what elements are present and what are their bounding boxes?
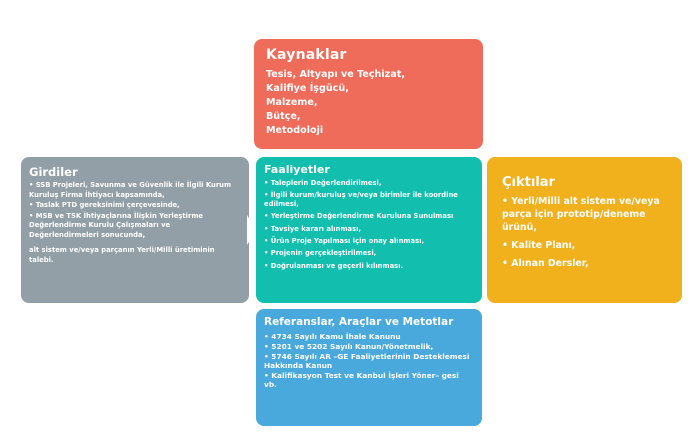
outputs-box xyxy=(487,157,682,303)
references-box xyxy=(256,309,482,426)
activities-item: • Doğrulanması ve geçerli kılınması. xyxy=(264,261,404,270)
activities-title: Faaliyetler xyxy=(264,163,330,176)
references-item: • 5201 ve 5202 Sayılı Kanun/Yönetmelik, xyxy=(264,342,434,351)
activities-box xyxy=(256,157,482,303)
inputs-item: • SSB Projeleri, Savunma ve Güvenlik ile İlgili Kurum Kuruluş Firma İhtiyacı kapsamında, xyxy=(29,181,232,199)
inputs-title: Girdiler xyxy=(29,165,78,179)
inputs-box xyxy=(21,157,249,303)
activities-item: • Tavsiye kararı alınması, xyxy=(264,224,362,233)
inputs-item: • Taslak PTD gereksinimi çerçevesinde, xyxy=(29,201,180,209)
activities-item: • Taleplerin Değerlendirilmesi, xyxy=(264,179,382,187)
references-item: • 5746 Sayılı AR –GE Faaliyetlerinin Desteklemesi Hakkında Kanun xyxy=(264,352,470,370)
outputs-item: • Yerli/Milli alt sistem ve/veya parça için prototip/deneme ürünü, xyxy=(502,196,660,233)
references-title: Referanslar, Araçlar ve Metotlar xyxy=(264,316,454,328)
resources-title: Kaynaklar xyxy=(266,47,347,63)
resources-line: Tesis, Altyapı ve Teçhizat, xyxy=(266,69,405,80)
outputs-item: • Kalite Planı, xyxy=(502,240,576,251)
resources-line: Malzeme, xyxy=(266,97,318,108)
inputs-chevron-icon xyxy=(247,215,256,245)
activities-item: • Yerleştirme Değerlendirme Kuruluna Sunulması xyxy=(264,212,454,221)
activities-item: • Ürün Proje Yapılması için onay alınması, xyxy=(264,237,425,246)
references-item: • Kalifikasyon Test ve Kanbul İşleri Yöner– gesi vb. xyxy=(264,371,459,389)
outputs-title: Çıktılar xyxy=(502,175,555,190)
resources-line: Bütçe, xyxy=(266,111,301,122)
resources-box xyxy=(254,39,483,149)
outputs-item: • Alınan Dersler, xyxy=(502,258,589,269)
resources-line: Kalifiye İşgücü, xyxy=(266,83,349,94)
resources-line: Metodoloji xyxy=(266,125,324,136)
activities-item: • İlgili kurum/kuruluş ve/veya birimler ile koordine edilmesi, xyxy=(264,191,458,208)
references-item: • 4734 Sayılı Kamu İhale Kanunu xyxy=(264,332,401,341)
activities-item: • Projenin gerçekleştirilmesi, xyxy=(264,249,377,258)
inputs-item: • MSB ve TSK İhtiyaçlarına İlişkin Yerleştirme Değerlendirme Kurulu Çalışmaları ve Değerlendirmeleri sonucunda, xyxy=(29,211,204,239)
inputs-item: alt sistem ve/veya parçanın Yerli/Milli üretiminin talebi. xyxy=(29,246,215,264)
